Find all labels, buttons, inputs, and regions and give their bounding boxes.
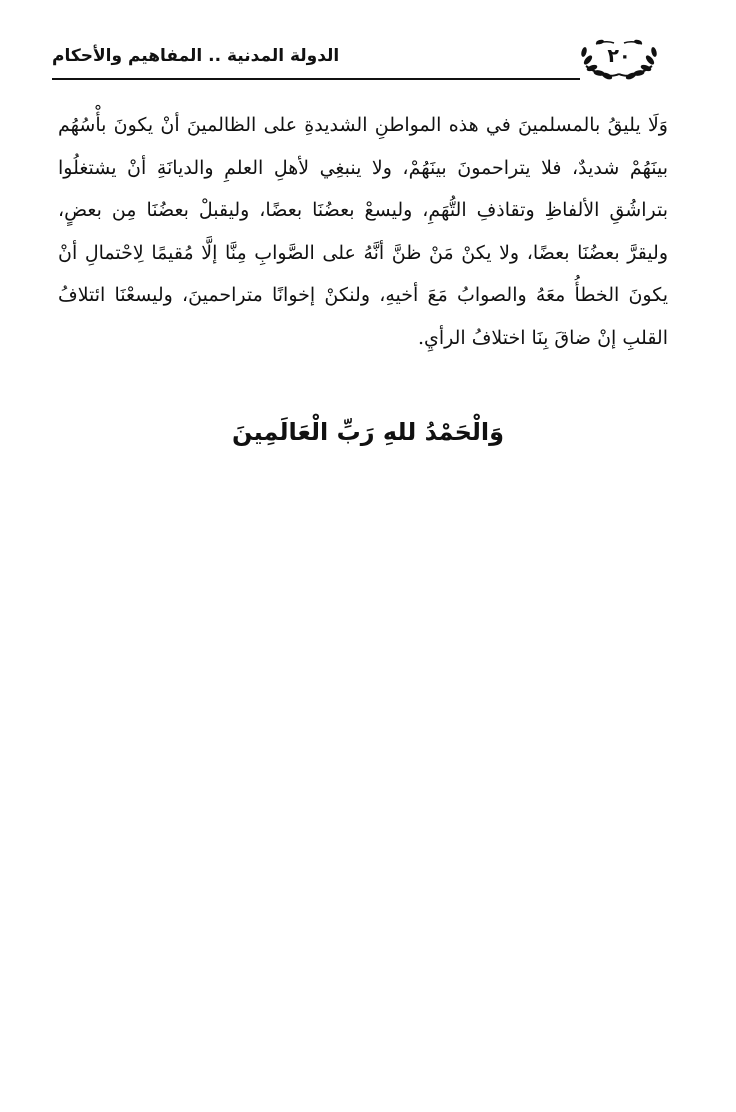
header-divider (52, 78, 580, 80)
body-text (58, 104, 668, 359)
page-number-badge (576, 36, 662, 82)
running-header-title: الدولة المدنية .. المفاهيم والأحكام (52, 46, 340, 66)
page-number: ٢٠ (607, 45, 631, 67)
page-header (52, 36, 662, 90)
paragraph: وَلَا يليقُ بالمسلمينَ في هذه المواطنِ الشديدةِ على الظالمينَ أنْ يكونَ بأْسُهُم بينَهُمْ شديدٌ، فلا يتراحمونَ بينَهُمْ، ولا ينبغِي لأهلِ العلمِ والديانَةِ أنْ يشتغلُوا بتراشُقِ الألفاظِ وتقاذفِ التُّهَمِ، وليسعْ بعضُنَا بعضًا، وليقبلْ بعضُنَا مِن بعضٍ، وليقرَّ بعضُنَا بعضًا، ولا يكنْ مَنْ ظنَّ أنَّهُ على الصَّوابِ مِنَّا إلَّا مُقيمًا لِاحْتمالِ أنْ يكونَ الخطأُ معَهُ والصوابُ مَعَ أخيهِ، ولنكنْ إخوانًا متراحمينَ، وليسعْنَا ائتلافُ القلبِ إنْ ضاقَ بِنَا اختلافُ الرأيِ. (58, 114, 668, 349)
closing-phrase: وَالْحَمْدُ للهِ رَبِّ الْعَالَمِينَ (231, 418, 505, 446)
